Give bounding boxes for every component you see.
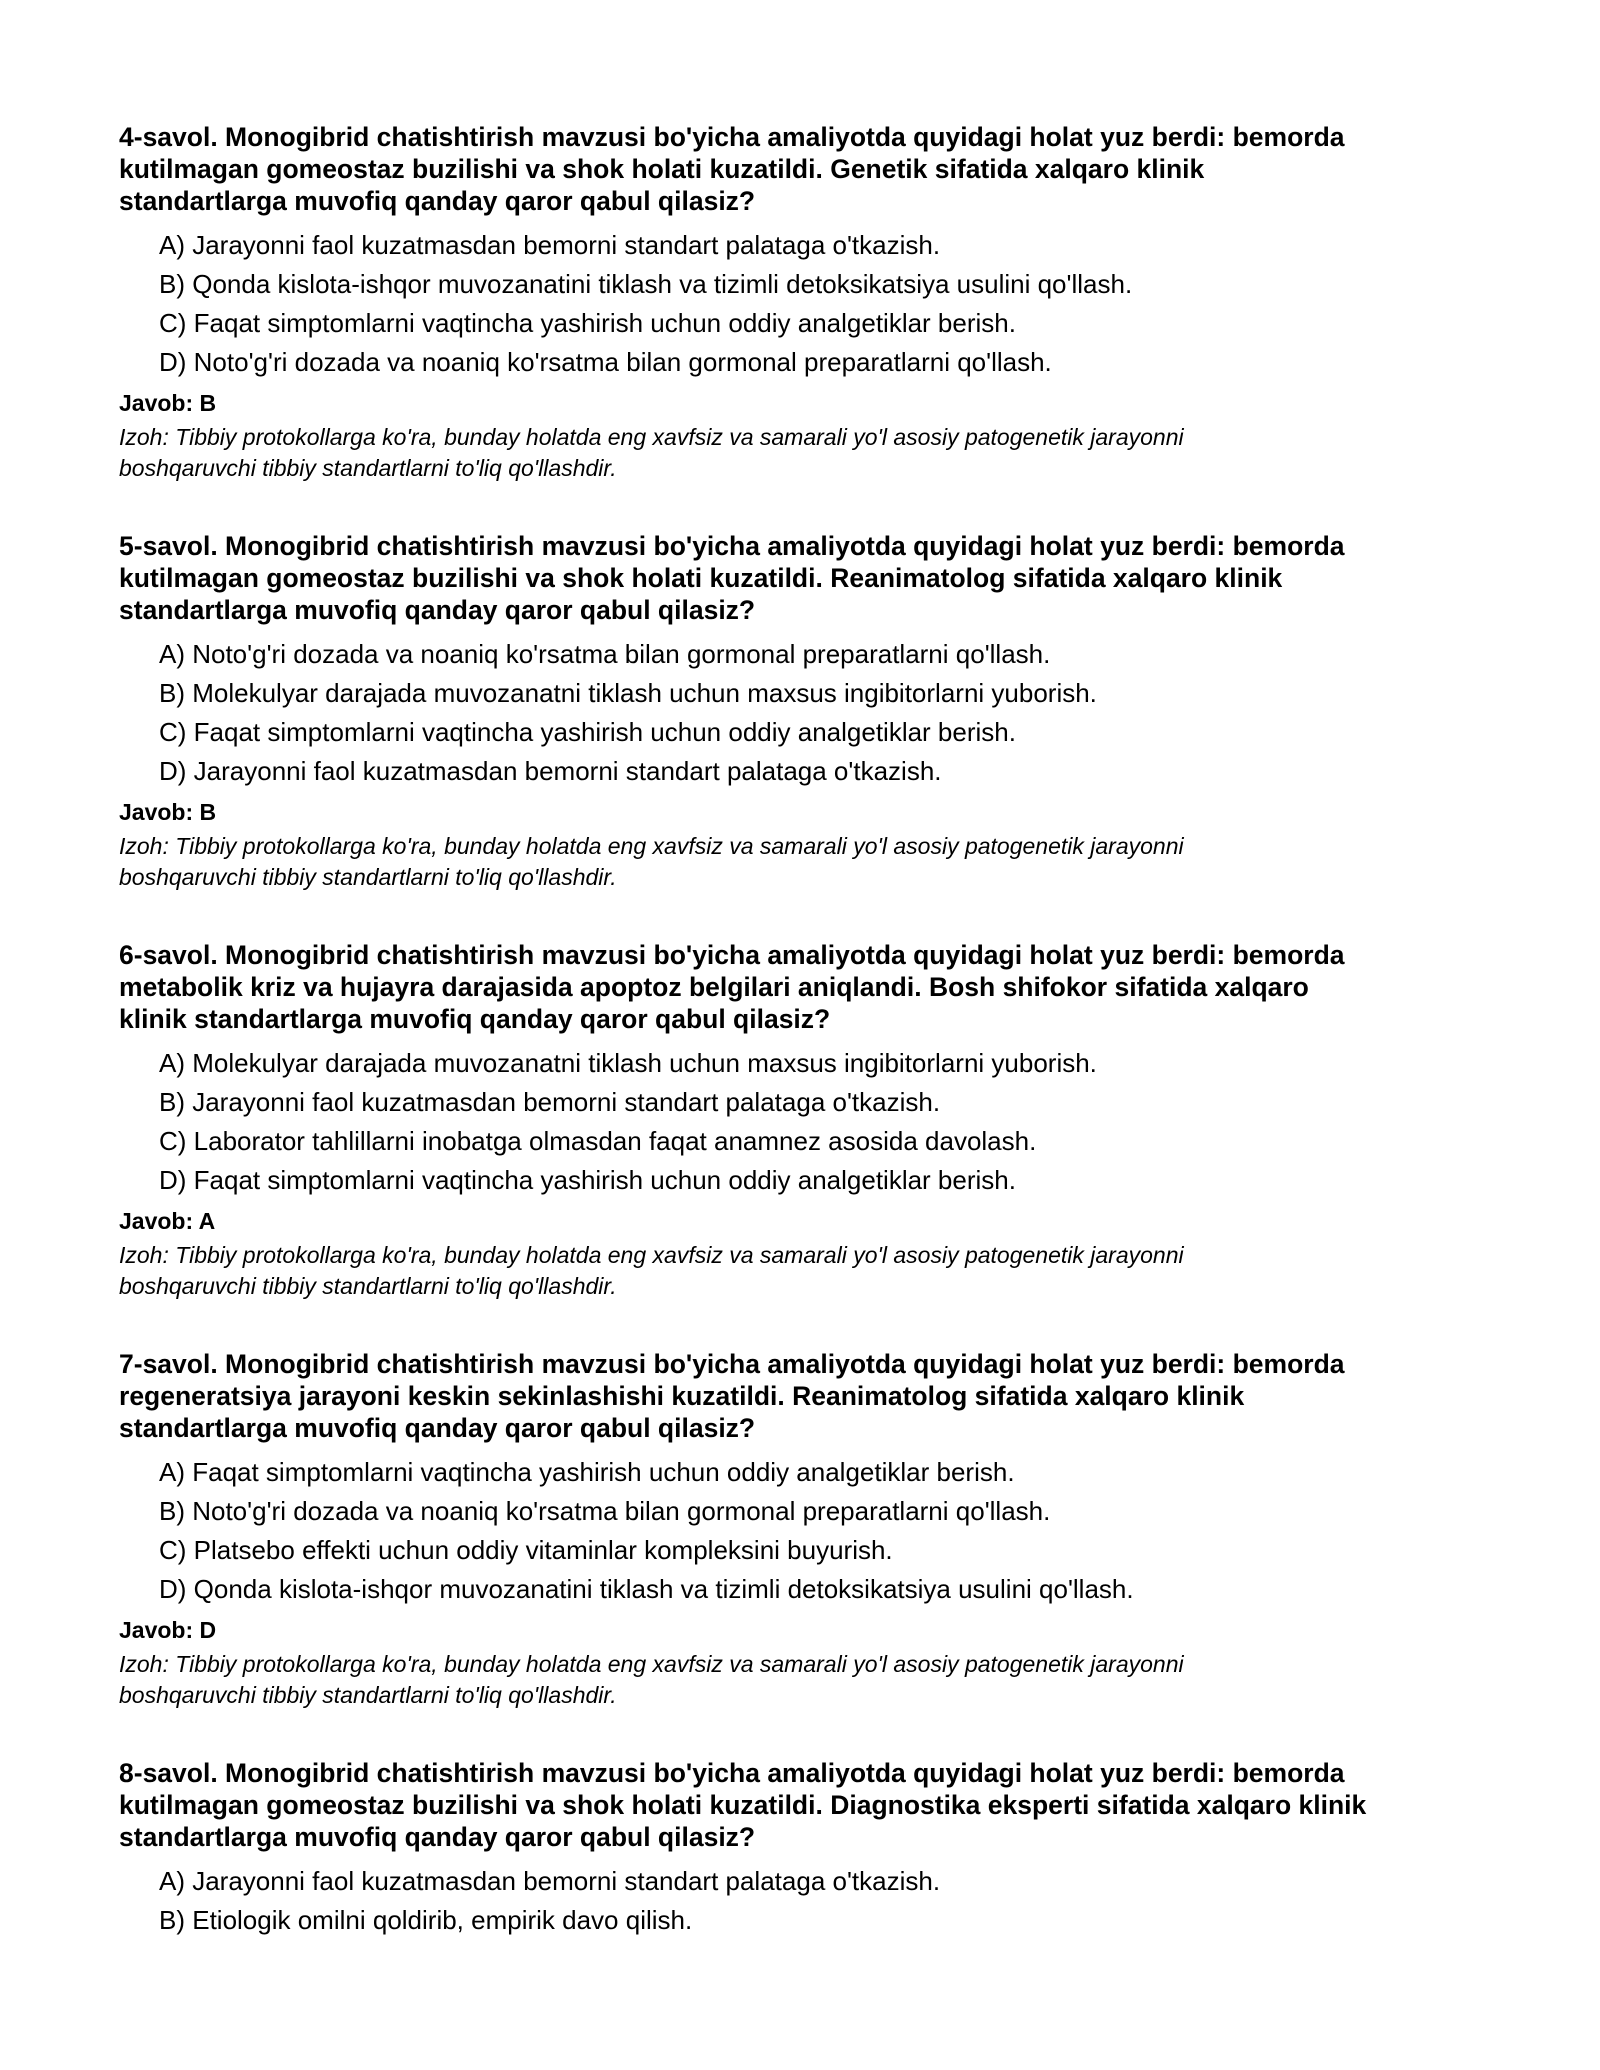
options-list (119, 1862, 1499, 1940)
options-list (119, 226, 1499, 382)
option-c: C) Faqat simptomlarni vaqtincha yashirish uchun oddiy analgetiklar berish. (159, 717, 1016, 747)
option-a: A) Molekulyar darajada muvozanatni tiklash uchun maxsus ingibitorlarni yuborish. (159, 1048, 1097, 1078)
option-c: C) Platsebo effekti uchun oddiy vitaminlar kompleksini buyurish. (159, 1535, 893, 1565)
option-b: B) Molekulyar darajada muvozanatni tiklash uchun maxsus ingibitorlarni yuborish. (159, 678, 1097, 708)
option-a: A) Faqat simptomlarni vaqtincha yashirish uchun oddiy analgetiklar berish. (159, 1457, 1015, 1487)
option-b: B) Etiologik omilni qoldirib, empirik davo qilish. (159, 1905, 693, 1935)
question-block (119, 1757, 1499, 1940)
answer-label: Javob: B (119, 799, 217, 825)
explanation-text: Izoh: Tibbiy protokollarga ko'ra, bunday holatda eng xavfsiz va samarali yo'l asosiy patogenetik jarayonni boshqaruvchi tibbiy standartlarni to'liq qo'llashdir. (119, 1651, 1184, 1708)
option-a: A) Noto'g'ri dozada va noaniq ko'rsatma bilan gormonal preparatlarni qo'llash. (159, 639, 1051, 669)
question-block (119, 1348, 1499, 1711)
answer-label: Javob: D (119, 1617, 217, 1643)
question-title: 6-savol. Monogibrid chatishtirish mavzusi bo'yicha amaliyotda quyidagi holat yuz berdi: bemorda metabolik kriz va hujayra darajasida apoptoz belgilari aniqlandi. Bosh shifokor sifatida xalqaro klinik standartlarga muvofiq qanday qaror qabul qilasiz? (119, 940, 1345, 1034)
option-a: A) Jarayonni faol kuzatmasdan bemorni standart palataga o'tkazish. (159, 230, 941, 260)
option-c: C) Laborator tahlillarni inobatga olmasdan faqat anamnez asosida davolash. (159, 1126, 1037, 1156)
question-title: 8-savol. Monogibrid chatishtirish mavzusi bo'yicha amaliyotda quyidagi holat yuz berdi: bemorda kutilmagan gomeostaz buzilishi va shok holati kuzatildi. Diagnostika eksperti sifatida xalqaro klinik standartlarga muvofiq qanday qaror qabul qilasiz? (119, 1758, 1367, 1852)
question-block (119, 939, 1499, 1302)
question-block (119, 121, 1499, 484)
option-d: D) Faqat simptomlarni vaqtincha yashirish uchun oddiy analgetiklar berish. (159, 1165, 1016, 1195)
option-d: D) Noto'g'ri dozada va noaniq ko'rsatma bilan gormonal preparatlarni qo'llash. (159, 347, 1052, 377)
option-b: B) Qonda kislota-ishqor muvozanatini tiklash va tizimli detoksikatsiya usulini qo'llash. (159, 269, 1133, 299)
question-block (119, 530, 1499, 893)
answer-label: Javob: B (119, 390, 217, 416)
answer-label: Javob: A (119, 1208, 216, 1234)
question-title: 4-savol. Monogibrid chatishtirish mavzusi bo'yicha amaliyotda quyidagi holat yuz berdi: bemorda kutilmagan gomeostaz buzilishi va shok holati kuzatildi. Genetik sifatida xalqaro klinik standartlarga muvofiq qanday qaror qabul qilasiz? (119, 122, 1345, 216)
options-list (119, 1044, 1499, 1200)
question-title: 7-savol. Monogibrid chatishtirish mavzusi bo'yicha amaliyotda quyidagi holat yuz berdi: bemorda regeneratsiya jarayoni keskin sekinlashishi kuzatildi. Reanimatolog sifatida xalqaro klinik standartlarga muvofiq qanday qaror qabul qilasiz? (119, 1349, 1345, 1443)
option-b: B) Jarayonni faol kuzatmasdan bemorni standart palataga o'tkazish. (159, 1087, 941, 1117)
option-d: D) Qonda kislota-ishqor muvozanatini tiklash va tizimli detoksikatsiya usulini qo'llash. (159, 1574, 1134, 1604)
explanation-text: Izoh: Tibbiy protokollarga ko'ra, bunday holatda eng xavfsiz va samarali yo'l asosiy patogenetik jarayonni boshqaruvchi tibbiy standartlarni to'liq qo'llashdir. (119, 1242, 1184, 1299)
explanation-text: Izoh: Tibbiy protokollarga ko'ra, bunday holatda eng xavfsiz va samarali yo'l asosiy patogenetik jarayonni boshqaruvchi tibbiy standartlarni to'liq qo'llashdir. (119, 424, 1184, 481)
option-b: B) Noto'g'ri dozada va noaniq ko'rsatma bilan gormonal preparatlarni qo'llash. (159, 1496, 1051, 1526)
options-list (119, 1453, 1499, 1609)
option-d: D) Jarayonni faol kuzatmasdan bemorni standart palataga o'tkazish. (159, 756, 942, 786)
option-c: C) Faqat simptomlarni vaqtincha yashirish uchun oddiy analgetiklar berish. (159, 308, 1016, 338)
explanation-text: Izoh: Tibbiy protokollarga ko'ra, bunday holatda eng xavfsiz va samarali yo'l asosiy patogenetik jarayonni boshqaruvchi tibbiy standartlarni to'liq qo'llashdir. (119, 833, 1184, 890)
option-a: A) Jarayonni faol kuzatmasdan bemorni standart palataga o'tkazish. (159, 1866, 941, 1896)
options-list (119, 635, 1499, 791)
question-title: 5-savol. Monogibrid chatishtirish mavzusi bo'yicha amaliyotda quyidagi holat yuz berdi: bemorda kutilmagan gomeostaz buzilishi va shok holati kuzatildi. Reanimatolog sifatida xalqaro klinik standartlarga muvofiq qanday qaror qabul qilasiz? (119, 531, 1345, 625)
